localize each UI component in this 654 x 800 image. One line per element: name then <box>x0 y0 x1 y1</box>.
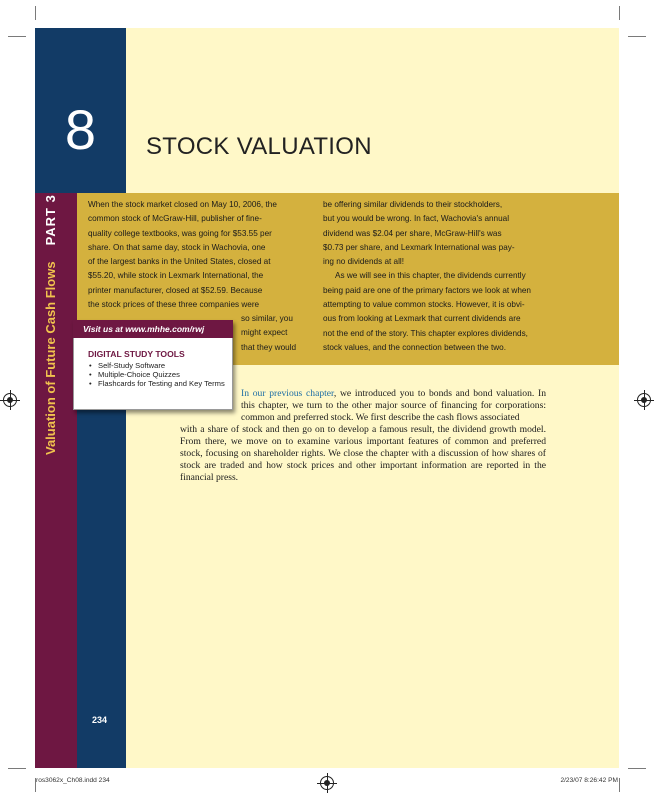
text-line: printer manufacturer, closed at $52.59. Because <box>88 285 263 295</box>
text-line: share. On that same day, stock in Wachovia, one <box>88 242 266 252</box>
text-line: dividend was $2.04 per share, McGraw-Hill's was <box>323 228 502 238</box>
section-title: Valuation of Future Cash Flows <box>43 261 58 455</box>
crop-mark <box>619 778 620 792</box>
chapter-number: 8 <box>64 98 97 161</box>
intro-text: , we introduced you to bonds and bond valuation. In this chapter, we turn to the other major source of financing for corporations: common and preferred stock. We first describe the cash flows associated <box>241 388 546 424</box>
side-banner-text <box>43 194 58 455</box>
list-item: • Multiple-Choice Quizzes <box>88 370 228 379</box>
text-line: common stock of McGraw-Hill, publisher of fine- <box>88 214 262 224</box>
crop-mark <box>35 6 36 20</box>
text-line: but you would be wrong. In fact, Wachovia's annual <box>323 214 510 224</box>
registration-mark-icon <box>3 393 17 407</box>
study-tools-list <box>88 361 228 388</box>
text-line: As we will see in this chapter, the dividends currently <box>335 271 526 281</box>
page-number: 234 <box>92 715 108 725</box>
text-line: might expect <box>241 328 288 338</box>
text-line: When the stock market closed on May 10, 2006, the <box>88 200 277 209</box>
file-slug: ros3062x_Ch08.indd 234 <box>36 777 110 784</box>
chapter-title: STOCK VALUATION <box>146 133 372 160</box>
crop-mark <box>8 36 26 37</box>
text-line: $55.20, while stock in Lexmark International, the <box>88 271 264 281</box>
list-item: • Self-Study Software <box>88 361 228 370</box>
crop-mark <box>628 768 646 769</box>
text-line: $0.73 per share, and Lexmark International was pay- <box>323 242 515 252</box>
text-line: attempting to value common stocks. However, it is obvi- <box>323 300 525 310</box>
text-line: stock values, and the connection between the two. <box>323 342 506 352</box>
text-line: ous from looking at Lexmark that current dividends are <box>323 314 521 324</box>
crop-mark <box>619 6 620 20</box>
timestamp-slug: 2/23/07 8:26:42 PM <box>560 777 618 784</box>
opening-column-1 <box>88 198 304 312</box>
text-line: that they would <box>241 342 297 352</box>
list-item: • Flashcards for Testing and Key Terms <box>88 379 228 388</box>
text-line: being paid are one of the primary factors we look at when <box>323 285 531 295</box>
text-line: be offering similar dividends to their stockholders, <box>323 200 503 209</box>
opening-column-1-tail <box>241 312 303 355</box>
text-line: not the end of the story. This chapter explores dividends, <box>323 328 528 338</box>
opening-column-2 <box>323 198 542 355</box>
previous-chapter-link[interactable]: In our previous chapter <box>241 388 334 399</box>
website-link[interactable]: Visit us at www.mhhe.com/rwj <box>73 320 233 338</box>
text-line: ing no dividends at all! <box>323 257 405 267</box>
crop-mark <box>8 768 26 769</box>
registration-mark-icon <box>637 393 651 407</box>
registration-mark-icon <box>320 776 334 790</box>
text-line: the stock prices of these three companies were <box>88 300 260 310</box>
callout-heading: DIGITAL STUDY TOOLS <box>88 349 185 359</box>
crop-mark <box>628 36 646 37</box>
text-line: of the largest banks in the United States, closed at <box>88 257 271 267</box>
text-line: so similar, you <box>241 314 293 323</box>
intro-paragraph-continued: with a share of stock and then go on to develop a famous result, the dividend growth model. From there, we move on to examine various important features of common and preferred stock, focusing on shareholder rights. We close the chapter with a discussion of how shares of stock are traded and how stock prices and other important information are reported in the financial press. <box>180 424 546 484</box>
part-label: PART 3 <box>43 194 58 246</box>
text-line: quality college textbooks, was going for $53.55 per <box>88 228 272 238</box>
intro-paragraph <box>241 388 546 424</box>
